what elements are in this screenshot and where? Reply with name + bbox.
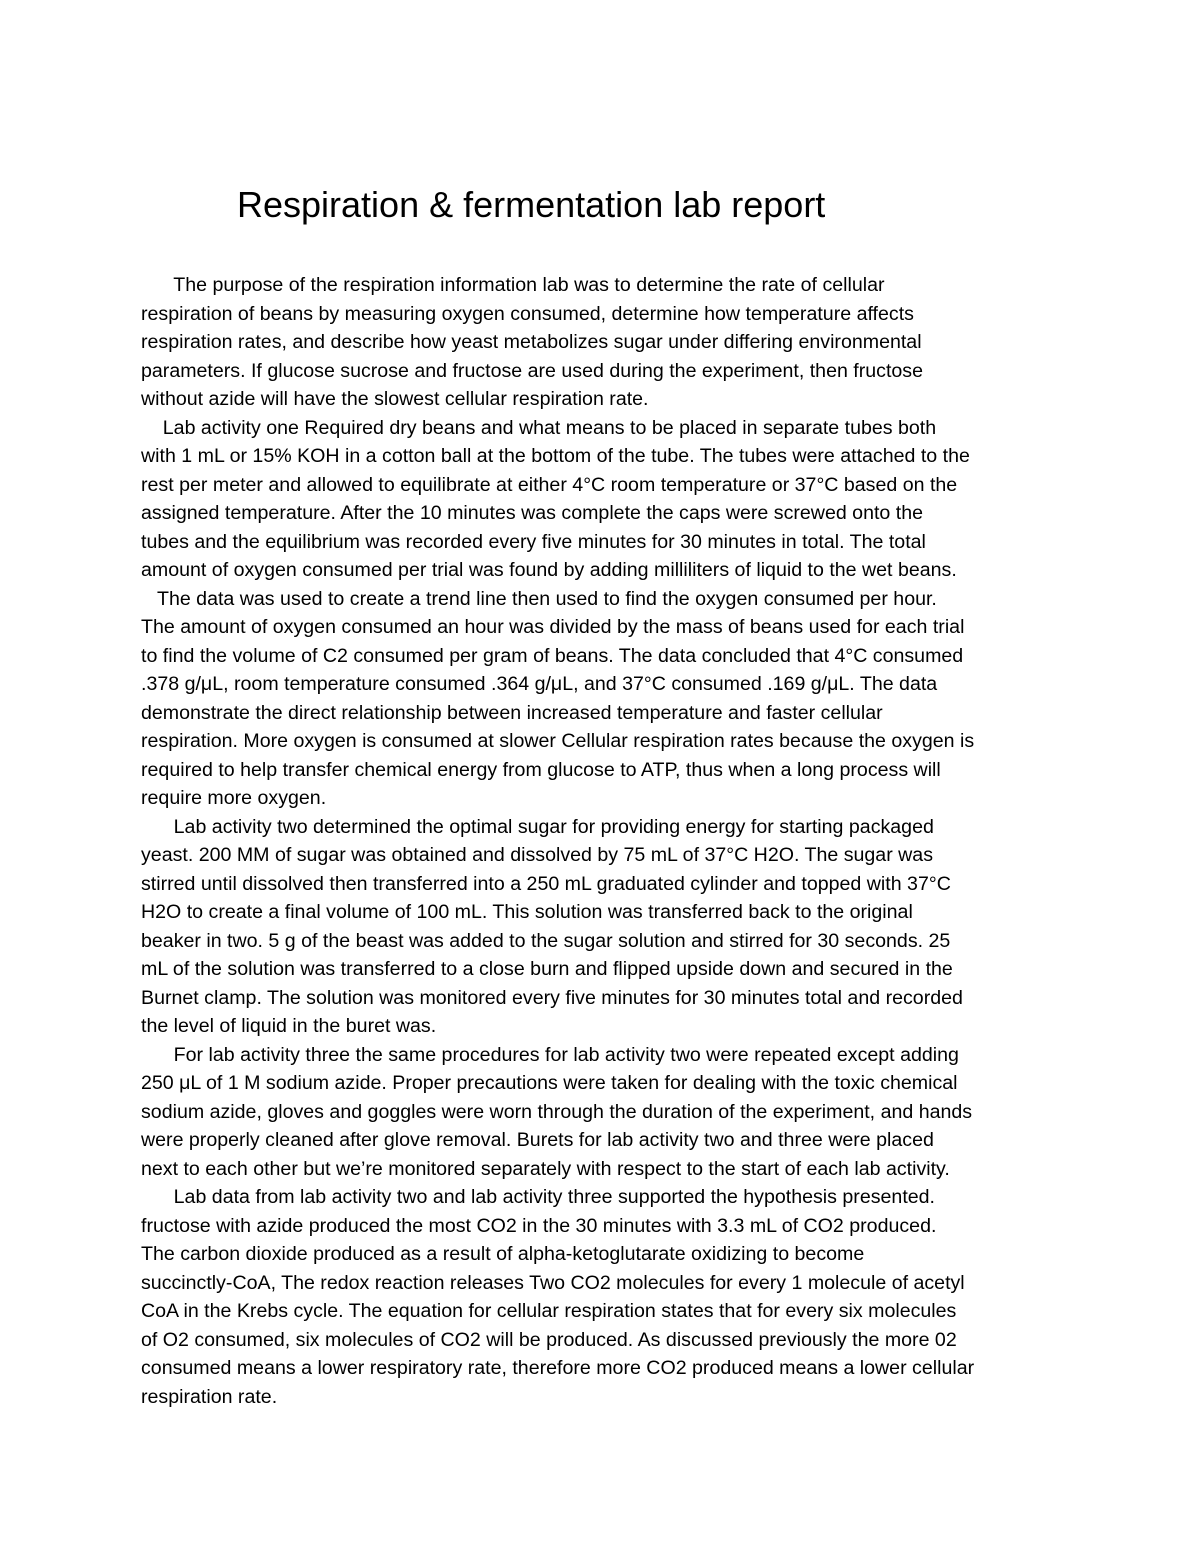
body-text-line: fructose with azide produced the most CO2 in the 30 minutes with 3.3 mL of CO2 produced. xyxy=(141,1214,937,1237)
body-text-line: The amount of oxygen consumed an hour was divided by the mass of beans used for each trial xyxy=(141,616,965,638)
body-text-line: respiration rates, and describe how yeast metabolizes sugar under differing environmental xyxy=(141,331,922,353)
body-text-line: .378 g/μL, room temperature consumed .364 g/μL, and 37°C consumed .169 g/μL. The data xyxy=(141,673,938,695)
body-text-line: respiration rate. xyxy=(141,1385,278,1408)
body-text-line: required to help transfer chemical energy from glucose to ATP, thus when a long process will xyxy=(141,758,941,781)
body-text-line: of O2 consumed, six molecules of CO2 will be produced. As discussed previously the more 02 xyxy=(141,1328,957,1351)
body-text-line: demonstrate the direct relationship between increased temperature and faster cellular xyxy=(141,701,883,724)
body-text-line: with 1 mL or 15% KOH in a cotton ball at the bottom of the tube. The tubes were attached to the xyxy=(141,445,970,467)
body-text-line: The purpose of the respiration information lab was to determine the rate of cellular xyxy=(141,274,885,296)
body-text-line: parameters. If glucose sucrose and fructose are used during the experiment, then fructose xyxy=(141,359,923,382)
body-text-line: Lab activity one Required dry beans and what means to be placed in separate tubes both xyxy=(141,416,937,439)
body-text-line: H2O to create a final volume of 100 mL. This solution was transferred back to the original xyxy=(141,901,913,923)
body-text-line: were properly cleaned after glove removal. Burets for lab activity two and three were placed xyxy=(141,1129,934,1151)
body-text-line: assigned temperature. After the 10 minutes was complete the caps were screwed onto the xyxy=(141,502,923,524)
body-text-line: The data was used to create a trend line then used to find the oxygen consumed per hour. xyxy=(141,587,937,610)
body-text-line: tubes and the equilibrium was recorded every five minutes for 30 minutes in total. The total xyxy=(141,530,926,553)
body-text-line: sodium azide, gloves and goggles were worn through the duration of the experiment, and hands xyxy=(141,1100,973,1123)
body-text-line: CoA in the Krebs cycle. The equation for cellular respiration states that for every six molecules xyxy=(141,1300,957,1322)
body-text-line: The carbon dioxide produced as a result of alpha-ketoglutarate oxidizing to become xyxy=(141,1243,865,1265)
body-text-line: rest per meter and allowed to equilibrate at either 4°C room temperature or 37°C based on the xyxy=(141,473,958,496)
body-text-line: respiration. More oxygen is consumed at slower Cellular respiration rates because the oxygen is xyxy=(141,730,975,752)
body-text-line: to find the volume of C2 consumed per gram of beans. The data concluded that 4°C consumed xyxy=(141,644,964,667)
body-text-line: Lab activity two determined the optimal sugar for providing energy for starting packaged xyxy=(141,815,934,838)
body-text-line: mL of the solution was transferred to a close burn and flipped upside down and secured in the xyxy=(141,958,953,980)
body-text-line: stirred until dissolved then transferred into a 250 mL graduated cylinder and topped with 37°C xyxy=(141,872,951,895)
body-text-line: respiration of beans by measuring oxygen consumed, determine how temperature affects xyxy=(141,302,914,325)
document-body xyxy=(141,271,1101,1411)
body-text-line: the level of liquid in the buret was. xyxy=(141,1015,437,1037)
body-text-line: For lab activity three the same procedures for lab activity two were repeated except adding xyxy=(141,1043,959,1066)
body-text-line: 250 μL of 1 M sodium azide. Proper precautions were taken for dealing with the toxic chemical xyxy=(141,1072,958,1094)
body-text-line: consumed means a lower respiratory rate, therefore more CO2 produced means a lower cellular xyxy=(141,1357,975,1379)
document-title: Respiration & fermentation lab report xyxy=(237,184,826,225)
body-text-line: succinctly-CoA, The redox reaction releases Two CO2 molecules for every 1 molecule of acetyl xyxy=(141,1271,965,1294)
body-text-line: Burnet clamp. The solution was monitored every five minutes for 30 minutes total and recorded xyxy=(141,986,963,1009)
body-text-line: Lab data from lab activity two and lab activity three supported the hypothesis presented. xyxy=(141,1186,935,1208)
body-text-line: beaker in two. 5 g of the beast was added to the sugar solution and stirred for 30 seconds. 25 xyxy=(141,929,951,952)
body-text-line: require more oxygen. xyxy=(141,787,327,809)
body-text-line: amount of oxygen consumed per trial was found by adding milliliters of liquid to the wet beans. xyxy=(141,559,957,581)
body-text-line: without azide will have the slowest cellular respiration rate. xyxy=(141,388,649,410)
body-text-line: yeast. 200 MM of sugar was obtained and dissolved by 75 mL of 37°C H2O. The sugar was xyxy=(141,844,934,866)
body-text-line: next to each other but we’re monitored separately with respect to the start of each lab activity. xyxy=(141,1157,950,1180)
